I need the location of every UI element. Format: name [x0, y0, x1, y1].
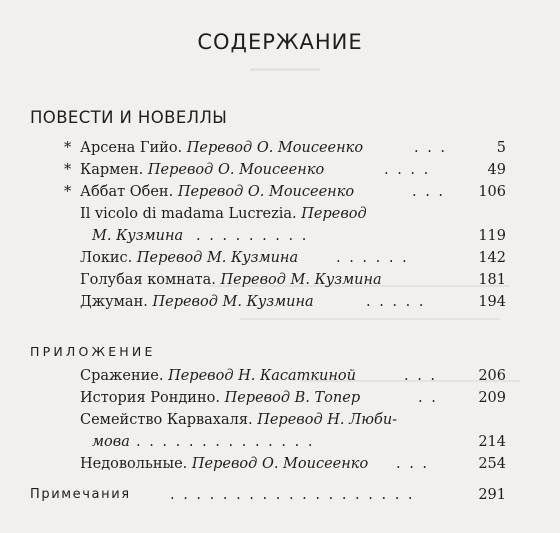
work-title: Кармен.	[80, 162, 144, 178]
translation-credit: Перевод	[301, 206, 367, 222]
page-number: 106	[478, 184, 506, 200]
toc-entry[interactable]	[0, 291, 560, 313]
work-title: Семейство Карвахаля.	[80, 412, 253, 428]
appendix-heading: ПРИЛОЖЕНИЕ	[30, 344, 156, 359]
toc-entry[interactable]	[0, 181, 560, 203]
toc-entry-continuation[interactable]	[0, 225, 560, 247]
toc-entry-title	[80, 203, 367, 225]
dot-leader: . . .	[396, 456, 430, 472]
translation-credit: Перевод О. Моисеенко	[191, 456, 369, 472]
toc-entry[interactable]	[0, 247, 560, 269]
page-number: 209	[478, 390, 506, 406]
work-title: Недовольные.	[80, 456, 188, 472]
page-number: 181	[478, 272, 506, 288]
toc-entry-title	[80, 409, 397, 431]
toc-entry-notes[interactable]	[0, 484, 560, 506]
toc-entry-title	[80, 291, 314, 313]
dot-leader: . . . . .	[366, 294, 426, 310]
asterisk-mark: *	[64, 184, 72, 200]
work-title: История Рондино.	[80, 390, 220, 406]
dot-leader: . . . .	[384, 162, 431, 178]
translation-credit: Перевод В. Топер	[224, 390, 361, 406]
page-number: 49	[487, 162, 506, 178]
page-number: 254	[478, 456, 506, 472]
work-title: Аббат Обен.	[80, 184, 174, 200]
translation-credit: Перевод О. Моисеенко	[177, 184, 355, 200]
page-number: 5	[496, 140, 506, 156]
section-heading: ПОВЕСТИ И НОВЕЛЛЫ	[30, 108, 228, 127]
toc-entry[interactable]	[0, 269, 560, 291]
translation-credit: Перевод М. Кузмина	[220, 272, 382, 288]
page-number: 214	[478, 434, 506, 450]
dot-leader: . . . . . .	[336, 250, 409, 266]
notes-label: Примечания	[30, 487, 131, 502]
page-title: СОДЕРЖАНИЕ	[197, 30, 363, 54]
dot-leader: . . . . . . . . . . . . . . . . . . .	[170, 487, 415, 503]
dot-leader: . . .	[412, 184, 446, 200]
page-number: 194	[478, 294, 506, 310]
translation-credit-continued: М. Кузмина	[92, 228, 184, 244]
work-title: Il vicolo di madama Lucrezia.	[80, 206, 297, 222]
show-through-mark	[250, 68, 320, 71]
page-number: 142	[478, 250, 506, 266]
page-number: 206	[478, 368, 506, 384]
asterisk-mark: *	[64, 140, 72, 156]
toc-entry[interactable]	[0, 453, 560, 475]
toc-entry[interactable]	[0, 159, 560, 181]
dot-leader: . . . . . . . . . . . . . .	[136, 434, 315, 450]
translation-credit: Перевод О. Моисеенко	[147, 162, 325, 178]
toc-entry-title	[80, 365, 356, 387]
show-through-mark	[240, 318, 500, 320]
dot-leader: . . . . . . . . .	[196, 228, 309, 244]
work-title: Арсена Гийо.	[80, 140, 183, 156]
translation-credit: Перевод М. Кузмина	[136, 250, 299, 266]
work-title: Джуман.	[80, 294, 148, 310]
dot-leader: . . .	[404, 368, 438, 384]
toc-entry[interactable]	[0, 203, 560, 225]
toc-entry[interactable]	[0, 387, 560, 409]
toc-entry-title	[80, 453, 368, 475]
translation-credit: Перевод Н. Люби-	[257, 412, 398, 428]
translation-credit: Перевод Н. Касаткиной	[168, 368, 356, 384]
toc-entry[interactable]	[0, 365, 560, 387]
toc-entry-title	[80, 387, 360, 409]
page-number: 291	[478, 487, 506, 503]
translation-credit: Перевод М. Кузмина	[152, 294, 314, 310]
toc-entry-title	[80, 159, 324, 181]
work-title: Локис.	[80, 250, 133, 266]
dot-leader: . . .	[414, 140, 448, 156]
translation-credit: Перевод О. Моисеенко	[186, 140, 364, 156]
toc-entry[interactable]	[0, 409, 560, 431]
toc-entry[interactable]	[0, 137, 560, 159]
toc-entry-continuation[interactable]	[0, 431, 560, 453]
toc-entry-title	[80, 137, 363, 159]
page-number: 119	[478, 228, 506, 244]
translation-credit-continued: мова	[92, 434, 130, 450]
asterisk-mark: *	[64, 162, 72, 178]
toc-entry-title	[80, 181, 354, 203]
work-title: Голубая комната.	[80, 272, 216, 288]
work-title: Сражение.	[80, 368, 164, 384]
dot-leader: . .	[418, 390, 438, 406]
toc-entry-title	[80, 269, 382, 291]
toc-entry-title	[80, 247, 298, 269]
